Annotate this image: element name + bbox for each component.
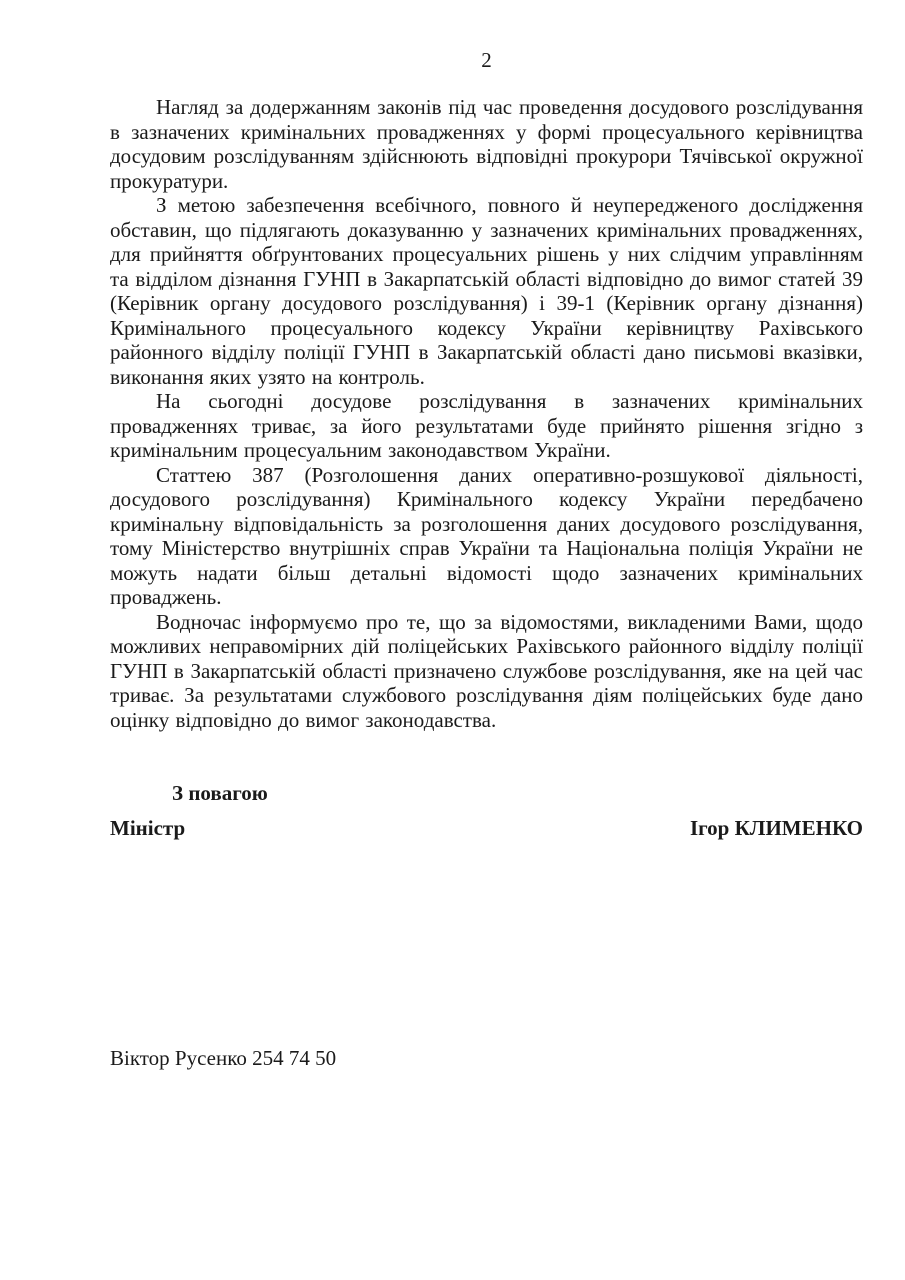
page-number: 2: [481, 48, 492, 72]
paragraph-internal-review: Водночас інформуємо про те, що за відомостями, викладеними Вами, щодо можливих неправомірних дій поліцейських Рахівського районного відділу поліції ГУНП в Закарпатській області призначено службове розслідування, яке на цей час триває. За результатами службового розслідування діям поліцейських буде дано оцінку відповідно до вимог законодавства.: [110, 609, 863, 732]
signer-name: Ігор КЛИМЕНКО: [689, 816, 863, 840]
signer-title: Міністр: [110, 816, 186, 840]
signature-block: [110, 816, 863, 841]
document-body: [110, 95, 863, 732]
paragraph-instructions: З метою забезпечення всебічного, повного й неупередженого дослідження обставин, що підлягають доказуванню у зазначених кримінальних провадженнях, для прийняття обґрунтованих процесуальних рішень у них слідчим управлінням та відділом дізнання ГУНП в Закарпатській області відповідно до вимог статей 39 (Керівник органу досудового розслідування) і 39-1 (Керівник органу дізнання) Кримінального процесуального кодексу України керівництву Рахівського районного відділу поліції ГУНП в Закарпатській області дано письмові вказівки, виконання яких узято на контроль.: [110, 193, 863, 389]
paragraph-investigation-status: На сьогодні досудове розслідування в зазначених кримінальних провадженнях триває, за його результатами буде прийнято рішення згідно з кримінальним процесуальним законодавством України.: [110, 389, 863, 462]
paragraph-oversight: Нагляд за додержанням законів під час проведення досудового розслідування в зазначених кримінальних провадженнях у формі процесуального керівництва досудовим розслідуванням здійснюють відповідні прокурори Тячівської окружної прокуратури.: [110, 95, 863, 193]
paragraph-article-387: Статтею 387 (Розголошення даних оперативно-розшукової діяльності, досудового розслідування) Кримінального кодексу України передбачено кримінальну відповідальність за розголошення даних досудового розслідування, тому Міністерство внутрішніх справ України та Національна поліція України не можуть надати більш детальні відомості щодо зазначених кримінальних проваджень.: [110, 462, 863, 609]
executor-contact: Віктор Русенко 254 74 50: [110, 1046, 337, 1070]
closing-salutation: З повагою: [172, 781, 268, 805]
